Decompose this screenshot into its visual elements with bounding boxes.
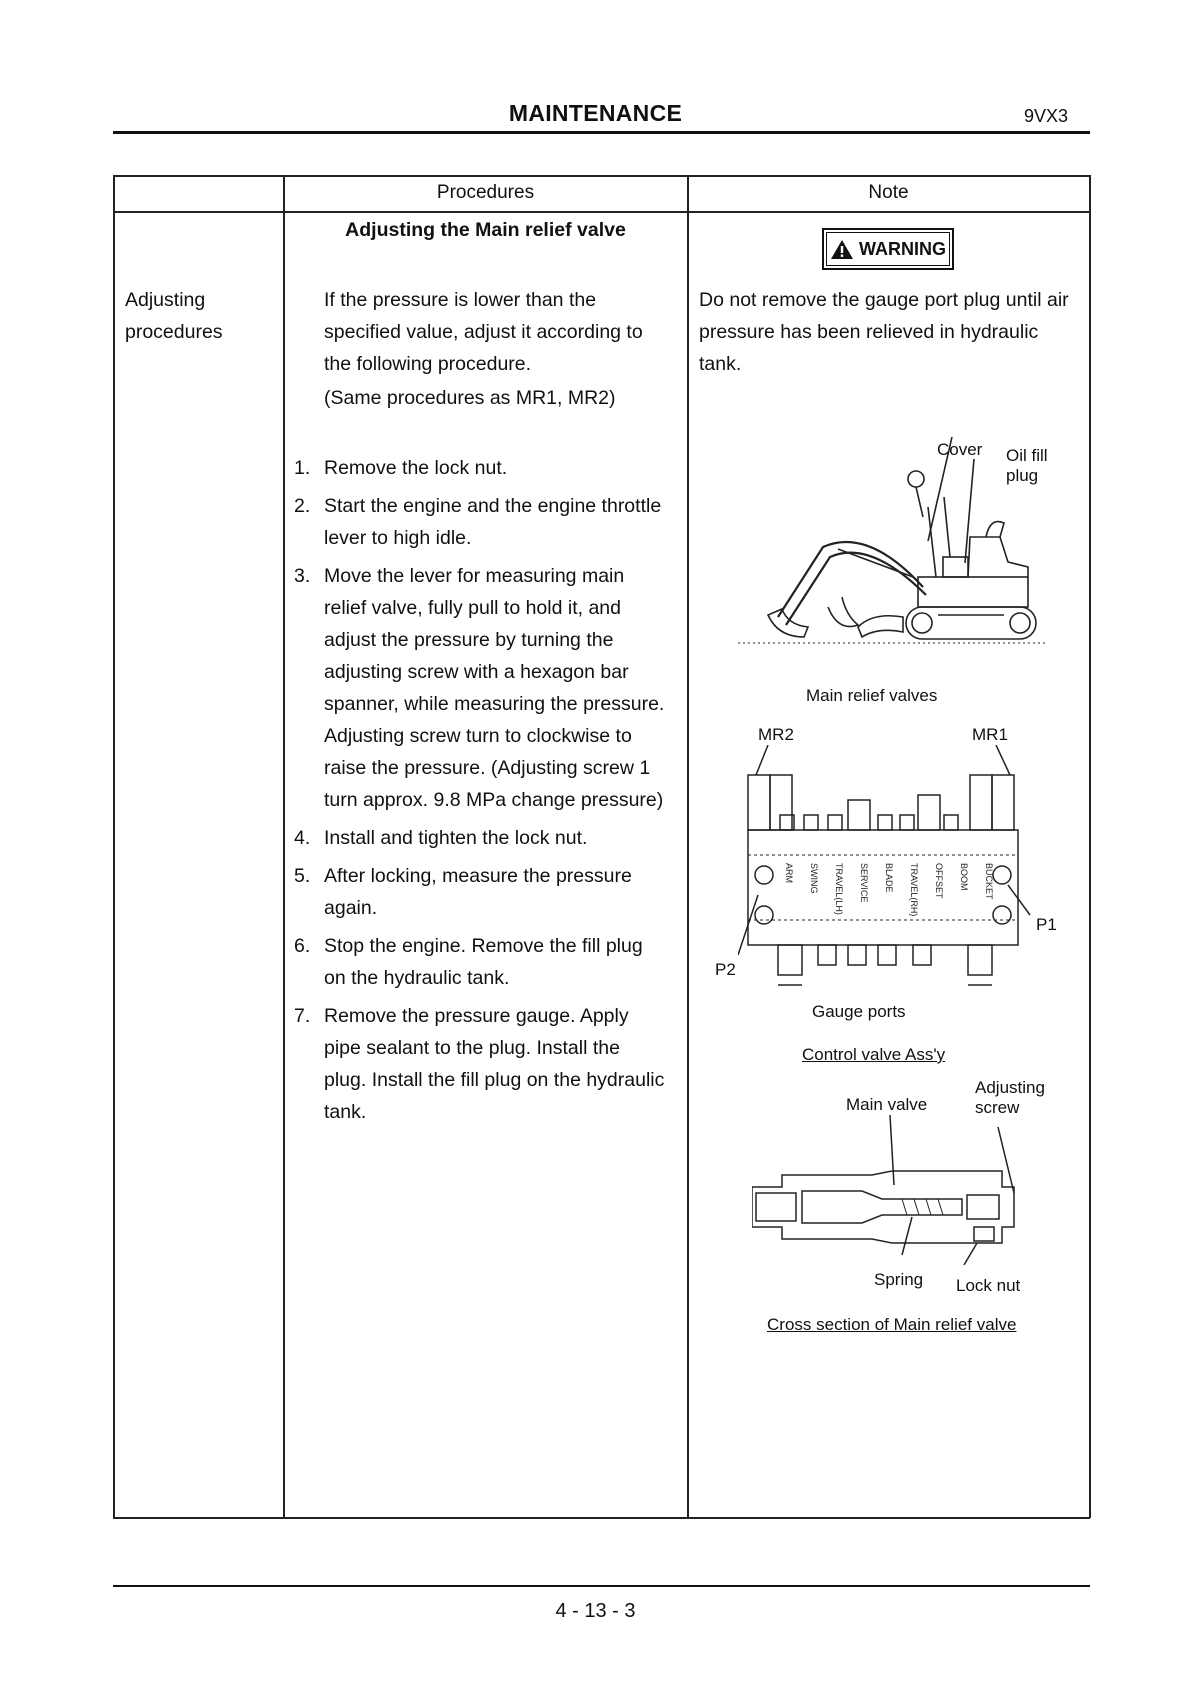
caption-cross-section: Cross section of Main relief valve bbox=[767, 1315, 1017, 1334]
step-item bbox=[294, 1000, 684, 1128]
label-main-relief-valves: Main relief valves bbox=[806, 686, 938, 705]
note-line: pressure has been relieved in hydraulic bbox=[699, 321, 1039, 343]
label-gauge-ports: Gauge ports bbox=[812, 1002, 906, 1021]
step-line: After locking, measure the pressure bbox=[324, 865, 632, 887]
track bbox=[906, 607, 1036, 639]
note-line: Do not remove the gauge port plug until air bbox=[699, 289, 1069, 311]
step-number: 1. bbox=[294, 457, 311, 479]
section-label: BUCKET bbox=[984, 863, 994, 900]
row-label bbox=[125, 284, 223, 348]
page-title: MAINTENANCE bbox=[508, 100, 683, 126]
intro-line: (Same procedures as MR1, MR2) bbox=[324, 387, 616, 409]
step-line: on the hydraulic tank. bbox=[324, 967, 510, 989]
step-line: Start the engine and the engine throttle bbox=[324, 495, 662, 517]
step-number: 5. bbox=[294, 865, 311, 887]
intro-line: If the pressure is lower than the bbox=[324, 289, 597, 311]
step-line: adjust the pressure by turning the bbox=[324, 629, 614, 651]
step-line: pipe sealant to the plug. Install the bbox=[324, 1037, 620, 1059]
step-line: Install and tighten the lock nut. bbox=[324, 827, 588, 849]
step-line: tank. bbox=[324, 1101, 367, 1123]
warning-label: WARNING bbox=[859, 238, 946, 259]
step-line: Adjusting screw turn to clockwise to bbox=[324, 725, 632, 747]
table-border-right bbox=[1089, 175, 1091, 1518]
step-line: again. bbox=[324, 897, 378, 919]
intro-paragraph bbox=[324, 284, 684, 414]
section-label: SERVICE bbox=[859, 863, 869, 903]
caption-control-valve: Control valve Ass'y bbox=[802, 1045, 946, 1064]
warning-badge bbox=[822, 228, 954, 270]
step-line: Stop the engine. Remove the fill plug bbox=[324, 935, 643, 957]
table-border-top bbox=[113, 175, 1090, 177]
label-lock-nut: Lock nut bbox=[956, 1276, 1021, 1295]
pressure-gauge-icon bbox=[908, 471, 924, 487]
step-line: Remove the lock nut. bbox=[324, 457, 508, 479]
section-label: BOOM bbox=[959, 863, 969, 891]
label-mr2: MR2 bbox=[758, 725, 794, 744]
step-line: plug. Install the fill plug on the hydraulic bbox=[324, 1069, 665, 1091]
label-adjusting-screw: Adjusting screw bbox=[975, 1078, 1045, 1117]
label-spring: Spring bbox=[874, 1270, 924, 1289]
step-item bbox=[294, 490, 684, 554]
section-label: ARM bbox=[784, 863, 794, 883]
step-line: spanner, while measuring the pressure. bbox=[324, 693, 665, 715]
section-label: SWING bbox=[809, 863, 819, 894]
machine-body bbox=[918, 577, 1028, 607]
step-item bbox=[294, 822, 684, 854]
step-line: Move the lever for measuring main bbox=[324, 565, 625, 587]
warning-triangle-icon bbox=[830, 239, 854, 260]
gauge-port bbox=[755, 906, 773, 924]
relief-valve-cross-section bbox=[752, 1115, 1032, 1265]
table-border-bottom bbox=[113, 1517, 1090, 1519]
intro-line: the following procedure. bbox=[324, 353, 532, 375]
step-number: 7. bbox=[294, 1005, 311, 1027]
label-mr1: MR1 bbox=[972, 725, 1008, 744]
adjusting-screw bbox=[967, 1195, 999, 1219]
step-line: adjusting screw with a hexagon bar bbox=[324, 661, 629, 683]
bucket bbox=[828, 597, 858, 627]
step-line: raise the pressure. (Adjusting screw 1 bbox=[324, 757, 651, 779]
label-oil-fill: Oil fill plug bbox=[1006, 446, 1048, 485]
section-label: BLADE bbox=[884, 863, 894, 893]
excavator-illustration bbox=[738, 437, 1048, 662]
gauge-port bbox=[755, 866, 773, 884]
column-header-note: Note bbox=[868, 182, 909, 203]
step-line: turn approx. 9.8 MPa change pressure) bbox=[324, 789, 664, 811]
step-item bbox=[294, 560, 684, 816]
lock-nut bbox=[974, 1227, 994, 1241]
model-code: 9VX3 bbox=[1023, 106, 1068, 126]
row-label-line: Adjusting bbox=[125, 289, 206, 311]
intro-line: specified value, adjust it according to bbox=[324, 321, 643, 343]
page-number: 4 - 13 - 3 bbox=[555, 1600, 636, 1622]
step-number: 3. bbox=[294, 565, 311, 587]
footer-rule bbox=[113, 1585, 1090, 1587]
label-p1: P1 bbox=[1036, 915, 1057, 934]
table-col-divider-1 bbox=[283, 175, 285, 1518]
label-p2: P2 bbox=[715, 960, 736, 979]
steps-list bbox=[294, 452, 684, 1134]
main-valve-spool bbox=[802, 1191, 962, 1223]
table-col-divider-2 bbox=[687, 175, 689, 1518]
gauge-port bbox=[993, 866, 1011, 884]
step-line: lever to high idle. bbox=[324, 527, 472, 549]
table-border-left bbox=[113, 175, 115, 1518]
section-label: TRAVEL(LH) bbox=[834, 863, 844, 915]
note-paragraph bbox=[699, 284, 1087, 380]
step-item bbox=[294, 930, 684, 994]
section-title: Adjusting the Main relief valve bbox=[345, 219, 626, 241]
row-label-line: procedures bbox=[125, 321, 223, 343]
column-header-procedures: Procedures bbox=[436, 182, 535, 203]
label-main-valve: Main valve bbox=[846, 1095, 928, 1114]
step-line: Remove the pressure gauge. Apply bbox=[324, 1005, 629, 1027]
control-valve-illustration bbox=[738, 745, 1038, 1010]
step-item bbox=[294, 452, 684, 484]
step-number: 6. bbox=[294, 935, 311, 957]
step-number: 2. bbox=[294, 495, 311, 517]
step-number: 4. bbox=[294, 827, 311, 849]
header-rule bbox=[113, 131, 1090, 134]
gauge-port bbox=[993, 906, 1011, 924]
step-line: relief valve, fully pull to hold it, and bbox=[324, 597, 621, 619]
table-header-divider bbox=[113, 211, 1090, 213]
step-item bbox=[294, 860, 684, 924]
section-label: TRAVEL(RH) bbox=[909, 863, 919, 917]
label-cover: Cover bbox=[937, 440, 983, 459]
valve-body bbox=[748, 830, 1018, 945]
note-line: tank. bbox=[699, 353, 742, 375]
section-label: OFFSET bbox=[934, 863, 944, 899]
